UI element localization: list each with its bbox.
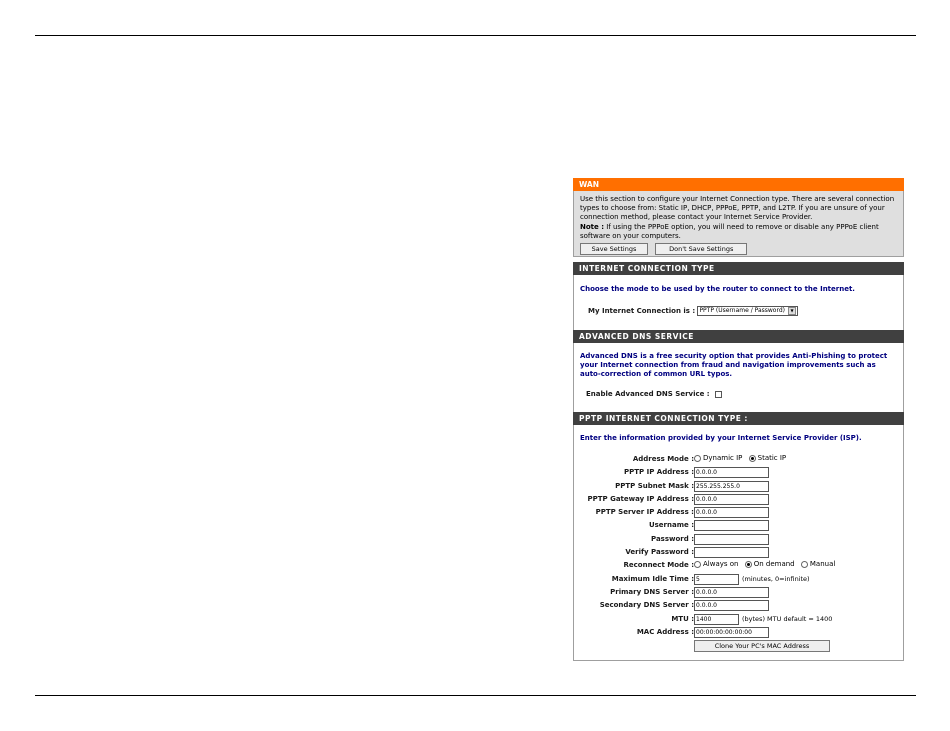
reconnect-ondemand-label: On demand (753, 560, 795, 569)
pptp-server-input[interactable]: 0.0.0.0 (694, 507, 769, 518)
address-mode-label: Address Mode : (632, 455, 694, 463)
reconnect-mode-label: Reconnect Mode : (623, 561, 694, 570)
primary-dns-label: Primary DNS Server : (610, 587, 694, 596)
reconnect-manual-label: Manual (809, 560, 836, 569)
mtu-label: MTU : (671, 614, 694, 623)
bottom-divider (35, 695, 916, 696)
top-divider (35, 35, 916, 36)
verify-password-row (574, 546, 903, 559)
address-mode-static-radio[interactable] (749, 455, 756, 462)
wan-description: Use this section to configure your Internet Connection type. There are several connection types to choose from: Static IP, DHCP, PPPoE, PPTP, and L2TP. If you are unsure of your connection method, please contact your Internet Service Provider. (580, 195, 895, 221)
address-mode-dynamic-label: Dynamic IP (703, 454, 743, 462)
pptp-ip-row (574, 466, 903, 479)
pptp-server-row (574, 506, 903, 519)
primary-dns-row (574, 586, 903, 599)
primary-dns-input[interactable]: 0.0.0.0 (694, 587, 769, 598)
dont-save-settings-button[interactable]: Don't Save Settings (655, 243, 747, 255)
advanced-dns-description: Advanced DNS is a free security option that provides Anti-Phishing to protect your Internet connection from fraud and navigation improvements such as auto-correction of common URL typos. (580, 352, 888, 378)
secondary-dns-input[interactable]: 0.0.0.0 (694, 600, 769, 611)
mtu-hint: (bytes) MTU default = 1400 (742, 614, 833, 623)
verify-password-input[interactable] (694, 547, 769, 558)
advanced-dns-title: ADVANCED DNS SERVICE (573, 330, 904, 343)
connection-type-select-value: PPTP (Username / Password) (699, 307, 785, 314)
reconnect-always-radio[interactable] (694, 561, 701, 568)
idle-time-input[interactable]: 5 (694, 574, 739, 585)
connection-type-label: My Internet Connection is : (588, 307, 696, 315)
clone-mac-row (574, 639, 903, 652)
mac-address-row (574, 626, 903, 639)
secondary-dns-row (574, 599, 903, 612)
clone-mac-button[interactable]: Clone Your PC's MAC Address (694, 640, 830, 652)
address-mode-row (574, 453, 903, 466)
username-row (574, 519, 903, 532)
mac-address-input[interactable]: 00:00:00:00:00:00 (694, 627, 769, 638)
pptp-mask-label: PPTP Subnet Mask : (615, 481, 694, 490)
mac-address-label: MAC Address : (636, 627, 694, 636)
idle-time-row (574, 573, 903, 586)
pptp-instruction: Enter the information provided by your Internet Service Provider (ISP). (580, 434, 862, 442)
idle-time-hint: (minutes, 0=infinite) (742, 574, 810, 583)
verify-password-label: Verify Password : (625, 548, 694, 557)
password-row (574, 533, 903, 546)
reconnect-always-label: Always on (703, 560, 739, 569)
save-settings-button[interactable]: Save Settings (580, 243, 648, 255)
wan-note-text: If using the PPPoE option, you will need to remove or disable any PPPoE client software on your computers. (580, 223, 879, 240)
reconnect-manual-radio[interactable] (801, 561, 808, 568)
advanced-dns-section (573, 330, 904, 416)
connection-type-section (573, 262, 904, 332)
pptp-mask-row (574, 480, 903, 493)
advanced-dns-label: Enable Advanced DNS Service : (586, 390, 710, 398)
wan-note-label: Note : (580, 223, 604, 231)
pptp-gateway-row (574, 493, 903, 506)
pptp-mask-input[interactable]: 255.255.255.0 (694, 481, 769, 492)
secondary-dns-label: Secondary DNS Server : (599, 601, 694, 610)
pptp-gateway-input[interactable]: 0.0.0.0 (694, 494, 769, 505)
reconnect-ondemand-radio[interactable] (745, 561, 752, 568)
wan-note (580, 223, 897, 241)
pptp-gateway-label: PPTP Gateway IP Address : (587, 494, 694, 503)
pptp-title: PPTP INTERNET CONNECTION TYPE : (573, 412, 904, 425)
advanced-dns-checkbox[interactable] (715, 391, 722, 398)
pptp-section (573, 412, 904, 661)
chevron-down-icon[interactable]: ▼ (788, 307, 796, 315)
wan-title: WAN (573, 178, 904, 191)
username-label: Username : (648, 521, 694, 530)
address-mode-static-label: Static IP (757, 454, 787, 462)
connection-type-title: INTERNET CONNECTION TYPE (573, 262, 904, 275)
mtu-row (574, 613, 903, 626)
mtu-input[interactable]: 1400 (694, 614, 739, 625)
connection-type-select[interactable] (697, 306, 798, 316)
password-label: Password : (651, 534, 694, 543)
pptp-ip-input[interactable]: 0.0.0.0 (694, 467, 769, 478)
password-input[interactable] (694, 534, 769, 545)
pptp-server-label: PPTP Server IP Address : (595, 508, 694, 517)
pptp-ip-label: PPTP IP Address : (624, 468, 694, 477)
reconnect-mode-row (574, 559, 903, 572)
idle-time-label: Maximum Idle Time : (611, 574, 694, 583)
wan-section (573, 178, 904, 257)
username-input[interactable] (694, 520, 769, 531)
address-mode-dynamic-radio[interactable] (694, 455, 701, 462)
connection-type-instruction: Choose the mode to be used by the router to connect to the Internet. (580, 285, 855, 293)
